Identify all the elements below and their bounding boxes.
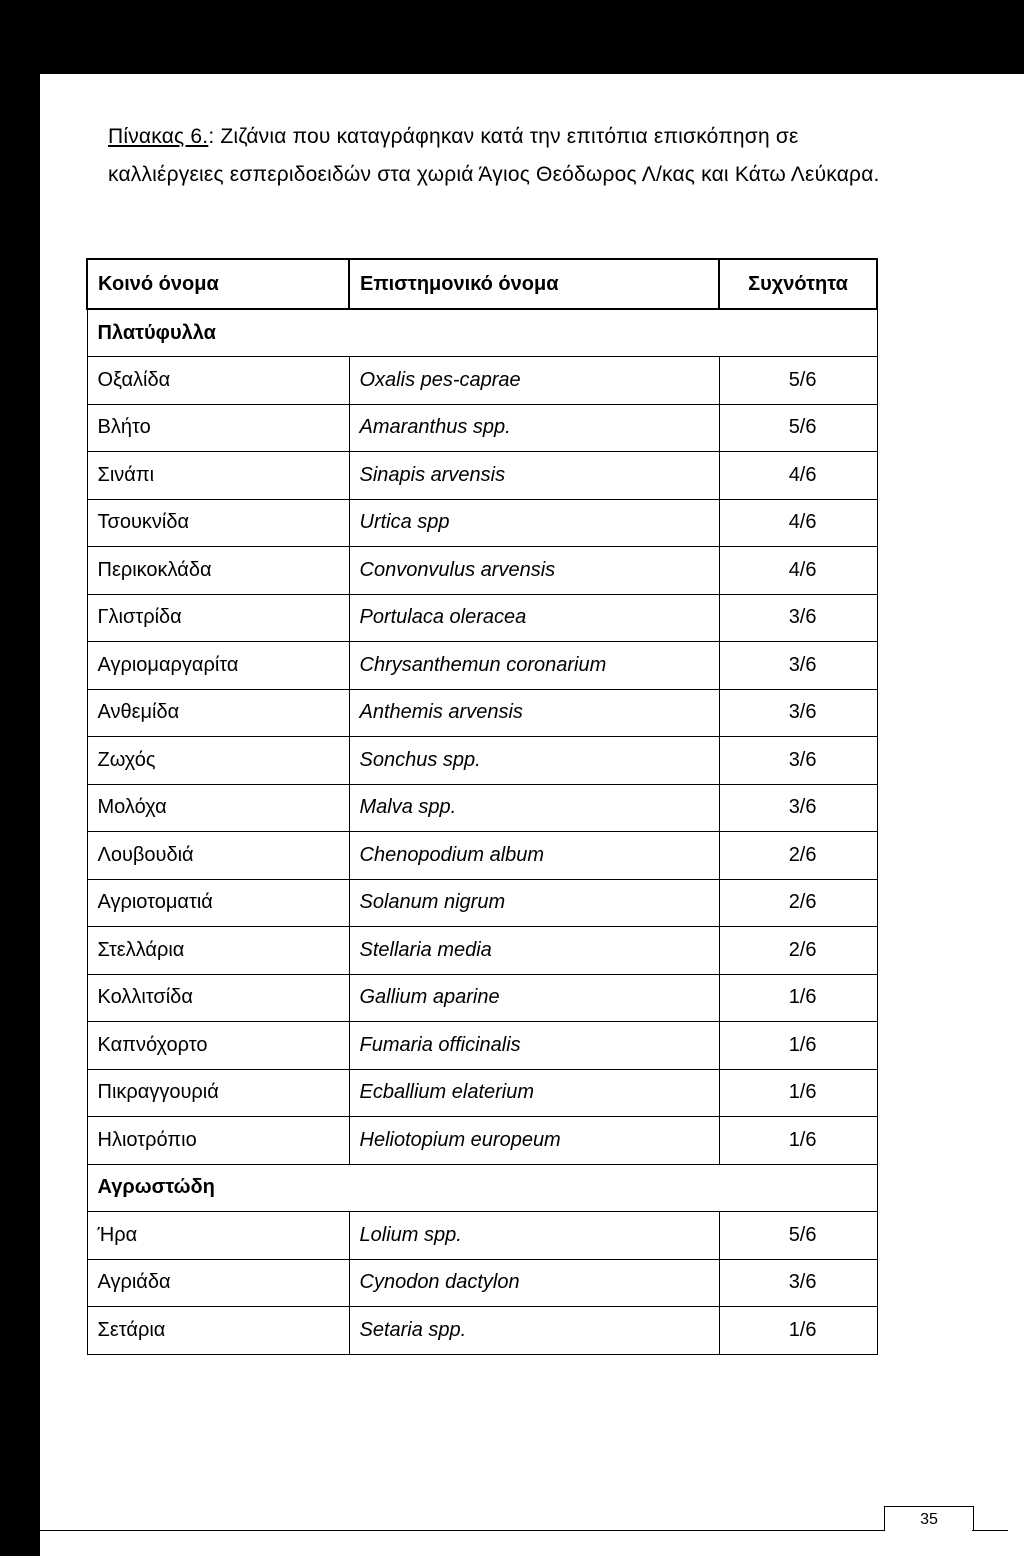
frequency-cell: 4/6: [719, 547, 877, 595]
common-name-cell: Γλιστρίδα: [87, 594, 349, 642]
frequency-cell: 3/6: [719, 689, 877, 737]
frequency-cell: 1/6: [719, 1117, 877, 1165]
frequency-cell: 3/6: [719, 594, 877, 642]
scientific-name-cell: Lolium spp.: [349, 1212, 719, 1260]
table-row: [87, 927, 877, 975]
common-name-cell: Σινάπι: [87, 452, 349, 500]
frequency-cell: 3/6: [719, 784, 877, 832]
scientific-name-cell: Anthemis arvensis: [349, 689, 719, 737]
scientific-name-cell: Malva spp.: [349, 784, 719, 832]
scientific-name-cell: Convonvulus arvensis: [349, 547, 719, 595]
table-row: [87, 689, 877, 737]
table-row: [87, 784, 877, 832]
group-empty-cell: [349, 309, 877, 357]
scientific-name-cell: Stellaria media: [349, 927, 719, 975]
common-name-cell: Βλήτο: [87, 404, 349, 452]
common-name-cell: Μολόχα: [87, 784, 349, 832]
group-label: Πλατύφυλλα: [87, 309, 349, 357]
caption-text: : Ζιζάνια που καταγράφηκαν κατά την επιτόπια επισκόπηση σε καλλιέργειες εσπεριδοειδών στα χωριά Άγιος Θεόδωρος Λ/κας και Κάτω Λεύκαρα.: [108, 125, 880, 186]
frequency-cell: 1/6: [719, 1307, 877, 1355]
common-name-cell: Περικοκλάδα: [87, 547, 349, 595]
scientific-name-cell: Setaria spp.: [349, 1307, 719, 1355]
common-name-cell: Πικραγγουριά: [87, 1069, 349, 1117]
common-name-cell: Οξαλίδα: [87, 357, 349, 405]
frequency-cell: 5/6: [719, 404, 877, 452]
common-name-cell: Αγριοτοματιά: [87, 879, 349, 927]
scientific-name-cell: Portulaca oleracea: [349, 594, 719, 642]
weeds-table: [86, 258, 878, 1355]
frequency-cell: 1/6: [719, 1069, 877, 1117]
scientific-name-cell: Sonchus spp.: [349, 737, 719, 785]
footer-rule-right: [972, 1530, 1008, 1531]
frequency-cell: 2/6: [719, 832, 877, 880]
common-name-cell: Ήρα: [87, 1212, 349, 1260]
common-name-cell: Κολλιτσίδα: [87, 974, 349, 1022]
table-row: [87, 357, 877, 405]
page-number: 35: [884, 1506, 974, 1531]
group-label: Αγρωστώδη: [87, 1164, 349, 1212]
scientific-name-cell: Solanum nigrum: [349, 879, 719, 927]
table-row: [87, 642, 877, 690]
group-row: [87, 1164, 877, 1212]
table-row: [87, 452, 877, 500]
group-row: [87, 309, 877, 357]
table-caption: [108, 118, 888, 194]
scientific-name-cell: Amaranthus spp.: [349, 404, 719, 452]
table-row: [87, 1259, 877, 1307]
scientific-name-cell: Sinapis arvensis: [349, 452, 719, 500]
frequency-cell: 2/6: [719, 927, 877, 975]
frequency-cell: 4/6: [719, 452, 877, 500]
common-name-cell: Ηλιοτρόπιο: [87, 1117, 349, 1165]
table-row: [87, 1212, 877, 1260]
frequency-cell: 2/6: [719, 879, 877, 927]
common-name-cell: Αγριομαργαρίτα: [87, 642, 349, 690]
common-name-cell: Καπνόχορτο: [87, 1022, 349, 1070]
header-frequency: Συχνότητα: [719, 259, 877, 309]
scientific-name-cell: Fumaria officinalis: [349, 1022, 719, 1070]
scientific-name-cell: Gallium aparine: [349, 974, 719, 1022]
scientific-name-cell: Heliotopium europeum: [349, 1117, 719, 1165]
caption-label: Πίνακας 6.: [108, 125, 209, 148]
table-row: [87, 1022, 877, 1070]
table-row: [87, 547, 877, 595]
frequency-cell: 1/6: [719, 1022, 877, 1070]
scientific-name-cell: Cynodon dactylon: [349, 1259, 719, 1307]
group-empty-cell: [349, 1164, 877, 1212]
table-row: [87, 879, 877, 927]
common-name-cell: Τσουκνίδα: [87, 499, 349, 547]
common-name-cell: Ζωχός: [87, 737, 349, 785]
common-name-cell: Ανθεμίδα: [87, 689, 349, 737]
frequency-cell: 1/6: [719, 974, 877, 1022]
header-scientific-name: Επιστημονικό όνομα: [349, 259, 719, 309]
common-name-cell: Αγριάδα: [87, 1259, 349, 1307]
scientific-name-cell: Chenopodium album: [349, 832, 719, 880]
table-row: [87, 1117, 877, 1165]
frequency-cell: 4/6: [719, 499, 877, 547]
frequency-cell: 5/6: [719, 1212, 877, 1260]
scientific-name-cell: Oxalis pes-caprae: [349, 357, 719, 405]
table-row: [87, 404, 877, 452]
frequency-cell: 3/6: [719, 737, 877, 785]
scientific-name-cell: Urtica spp: [349, 499, 719, 547]
frequency-cell: 3/6: [719, 1259, 877, 1307]
footer-rule-left: [40, 1530, 884, 1531]
common-name-cell: Στελλάρια: [87, 927, 349, 975]
table-row: [87, 832, 877, 880]
frequency-cell: 3/6: [719, 642, 877, 690]
frequency-cell: 5/6: [719, 357, 877, 405]
header-common-name: Κοινό όνομα: [87, 259, 349, 309]
table-header-row: [87, 259, 877, 309]
table-row: [87, 594, 877, 642]
table-row: [87, 1307, 877, 1355]
common-name-cell: Σετάρια: [87, 1307, 349, 1355]
common-name-cell: Λουβουδιά: [87, 832, 349, 880]
scientific-name-cell: Chrysanthemun coronarium: [349, 642, 719, 690]
table-row: [87, 737, 877, 785]
scientific-name-cell: Ecballium elaterium: [349, 1069, 719, 1117]
table-row: [87, 974, 877, 1022]
table-row: [87, 1069, 877, 1117]
table-row: [87, 499, 877, 547]
